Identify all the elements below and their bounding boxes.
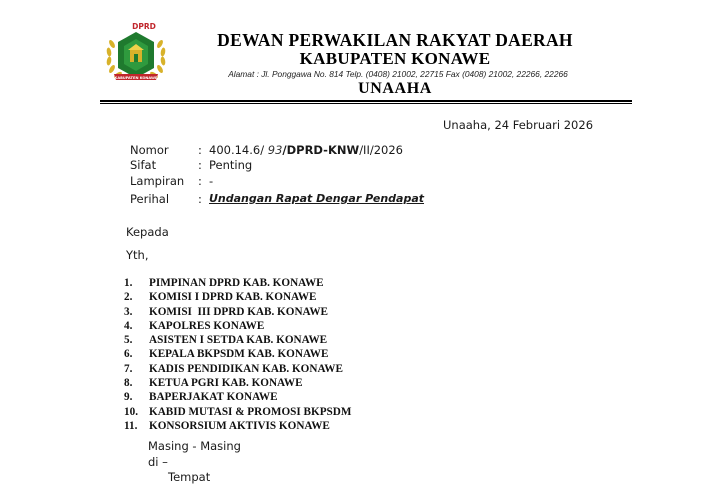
kepada-text: Kepada [126, 225, 169, 239]
recipient-number: 8. [124, 377, 133, 390]
recipient-item [124, 376, 351, 390]
recipient-name: BAPERJAKAT KONAWE [149, 391, 278, 404]
recipient-number: 5. [124, 334, 133, 347]
sifat-value: Penting [209, 158, 253, 172]
recipient-number: 2. [124, 291, 133, 304]
logo-dprd-text: DPRD [132, 22, 156, 31]
nomor-colon: : [198, 143, 202, 157]
nomor-suffix: /II/2026 [359, 143, 403, 157]
recipient-number: 10. [124, 405, 138, 418]
org-title-line1: DEWAN PERWAKILAN RAKYAT DAERAH [217, 30, 573, 50]
logo-banner-text: KABUPATEN KONAWE [114, 75, 158, 80]
org-address: Alamat : Jl. Ponggawa No. 814 Telp. (0408) 21002, 22715 Fax (0408) 21002, 22266, 22266 [228, 69, 568, 79]
recipient-number: 3. [124, 305, 133, 318]
recipient-item [124, 390, 351, 404]
tempat-text: Tempat [168, 470, 211, 484]
recipient-number: 11. [124, 419, 138, 432]
recipient-name: KAPOLRES KONAWE [149, 319, 265, 332]
recipient-item [124, 405, 351, 419]
nomor-value [209, 143, 403, 157]
recipient-name: KABID MUTASI & PROMOSI BKPSDM [149, 405, 352, 418]
recipient-name: ASISTEN I SETDA KAB. KONAWE [149, 334, 328, 347]
org-city: UNAAHA [358, 80, 432, 97]
recipient-item [124, 305, 351, 319]
nomor-prefix: 400.14.6/ [209, 143, 268, 157]
recipient-name: KADIS PENDIDIKAN KAB. KONAWE [149, 362, 343, 375]
recipient-number: 9. [124, 391, 133, 404]
dprd-emblem-icon [104, 22, 168, 88]
letterhead-rule-thin [100, 103, 632, 104]
sifat-label: Sifat [130, 158, 157, 172]
nomor-handwritten: 93 [267, 143, 283, 157]
nomor-label: Nomor [130, 143, 169, 157]
recipient-name: KOMISI I DPRD KAB. KONAWE [149, 291, 317, 304]
yth-text: Yth, [126, 248, 149, 262]
di-text: di – [148, 455, 168, 469]
recipient-item [124, 362, 351, 376]
letter-date: Unaaha, 24 Februari 2026 [443, 118, 594, 132]
perihal-label: Perihal [130, 192, 170, 206]
recipient-name: KETUA PGRI KAB. KONAWE [149, 377, 303, 390]
org-title-line2: KABUPATEN KONAWE [299, 49, 491, 68]
lampiran-label: Lampiran [130, 174, 185, 188]
recipient-number: 6. [124, 348, 133, 361]
recipient-name: KOMISI III DPRD KAB. KONAWE [149, 305, 329, 318]
sifat-colon: : [198, 158, 202, 172]
recipient-item [124, 290, 351, 304]
recipient-item [124, 419, 351, 433]
lampiran-colon: : [198, 174, 202, 188]
recipient-item [124, 333, 351, 347]
recipient-number: 7. [124, 362, 133, 375]
recipient-item [124, 347, 351, 361]
recipient-name: KONSORSIUM AKTIVIS KONAWE [149, 419, 330, 432]
recipient-list [124, 276, 351, 433]
lampiran-value: - [209, 174, 214, 188]
recipient-number: 4. [124, 319, 133, 332]
recipient-name: PIMPINAN DPRD KAB. KONAWE [149, 277, 324, 289]
recipient-name: KEPALA BKPSDM KAB. KONAWE [149, 348, 329, 361]
perihal-colon: : [198, 192, 202, 206]
nomor-bold: /DPRD-KNW [282, 143, 360, 157]
recipient-item [124, 319, 351, 333]
recipient-item [124, 276, 351, 290]
letterhead-rule-thick [100, 100, 632, 102]
recipient-number: 1. [124, 277, 133, 289]
perihal-value: Undangan Rapat Dengar Pendapat [209, 192, 425, 205]
masing-masing-text: Masing - Masing [148, 439, 241, 453]
